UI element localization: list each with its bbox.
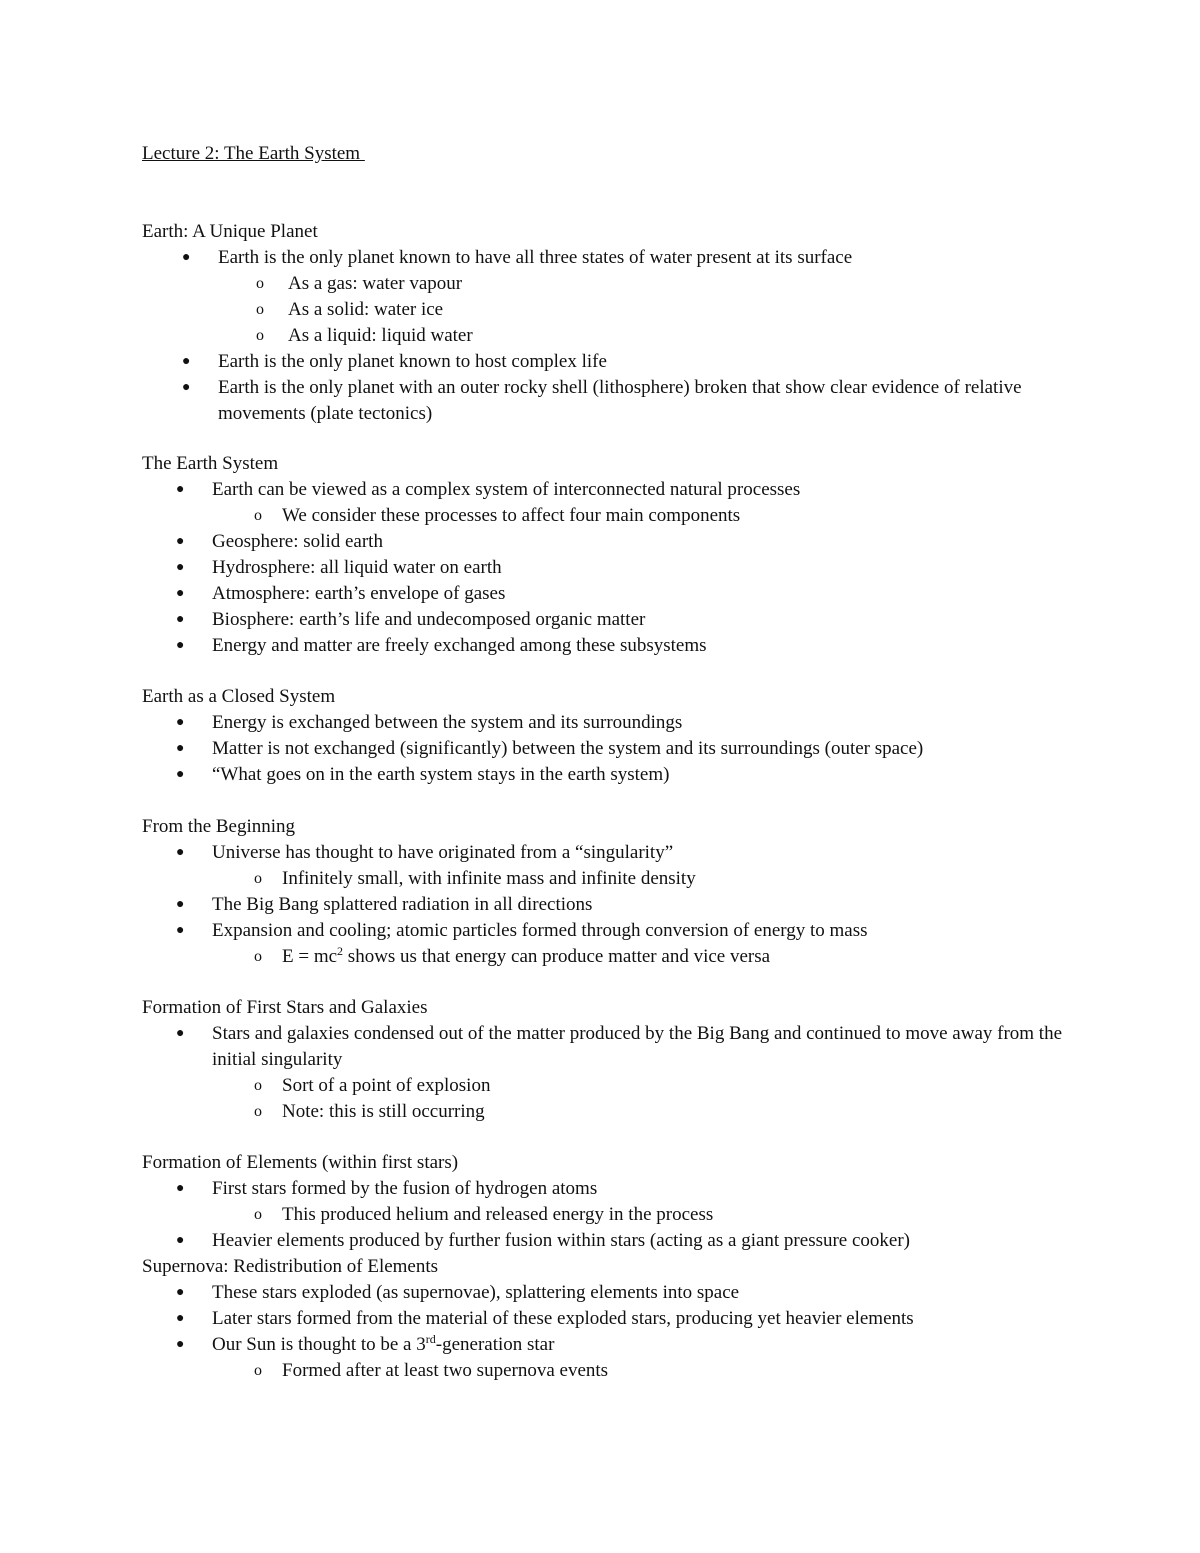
list-item-text: Atmosphere: earth’s envelope of gases — [212, 583, 506, 604]
list-item — [142, 1332, 1140, 1358]
list-item-text: Stars and galaxies condensed out of the matter produced by the Big Bang and continued to move away from the initial singularity — [212, 1023, 1063, 1070]
section-formation-of-elements — [142, 1150, 1140, 1384]
list-item — [142, 375, 1140, 427]
list-item-text: Infinitely small, with infinite mass and infinite density — [282, 868, 696, 889]
list-item — [142, 1306, 1140, 1332]
sub-bullet-icon: o — [254, 1103, 262, 1120]
bullet-icon: ● — [176, 845, 185, 860]
bullet-list — [142, 1021, 1140, 1125]
list-item — [142, 1021, 1140, 1073]
list-item-text: -generation star — [435, 1334, 555, 1355]
sub-list-item — [142, 1202, 1140, 1228]
list-item — [142, 245, 1140, 271]
sub-list-item — [142, 944, 1140, 970]
section-heading: Earth as a Closed System — [142, 686, 336, 707]
bullet-icon: ● — [182, 380, 191, 395]
sub-bullet-icon: o — [254, 507, 262, 524]
bullet-icon: ● — [176, 1311, 185, 1326]
list-item-text: Earth is the only planet with an outer rocky shell (lithosphere) broken that show clear evidence of relative movements (plate tectonics) — [218, 377, 1022, 424]
sub-list-item — [142, 1099, 1140, 1125]
bullet-icon: ● — [182, 250, 191, 265]
section-from-the-beginning — [142, 814, 1140, 970]
list-item-text: Geosphere: solid earth — [212, 531, 383, 552]
list-item-text: These stars exploded (as supernovae), splattering elements into space — [212, 1282, 740, 1303]
list-item — [142, 1228, 1140, 1254]
list-item — [142, 529, 1140, 555]
list-item-text: Earth is the only planet known to have all three states of water present at its surface — [218, 247, 853, 268]
bullet-icon: ● — [176, 923, 185, 938]
bullet-icon: ● — [176, 741, 185, 756]
sub-bullet-icon: o — [254, 870, 262, 887]
list-item-text: Energy and matter are freely exchanged among these subsystems — [212, 635, 707, 656]
section-heading: Formation of First Stars and Galaxies — [142, 997, 428, 1018]
list-item-text: Our Sun is thought to be a 3 — [212, 1334, 426, 1355]
sub-bullet-icon: o — [254, 948, 262, 965]
list-item-text: Biosphere: earth’s life and undecomposed organic matter — [212, 609, 646, 630]
bullet-list — [142, 245, 1140, 427]
list-item — [142, 710, 1140, 736]
list-item-text: Note: this is still occurring — [282, 1101, 485, 1122]
list-item — [142, 736, 1140, 762]
bullet-list — [142, 840, 1140, 970]
bullet-list — [142, 477, 1140, 659]
superscript: 2 — [337, 944, 344, 958]
list-item-text: We consider these processes to affect four main components — [282, 505, 741, 526]
list-item-text: Universe has thought to have originated from a “singularity” — [212, 842, 674, 863]
bullet-icon: ● — [176, 767, 185, 782]
bullet-list — [142, 1176, 1140, 1254]
list-item — [142, 633, 1140, 659]
sub-list-item — [142, 323, 1140, 349]
list-item-text: The Big Bang splattered radiation in all directions — [212, 894, 593, 915]
bullet-icon: ● — [176, 586, 185, 601]
list-item — [142, 477, 1140, 503]
list-item — [142, 349, 1140, 375]
bullet-icon: ● — [176, 715, 185, 730]
bullet-list — [142, 1280, 1140, 1384]
list-item — [142, 555, 1140, 581]
sub-bullet-icon: o — [254, 1206, 262, 1223]
sub-list-item — [142, 1358, 1140, 1384]
sub-list-item — [142, 1073, 1140, 1099]
equation-text: E = mc — [282, 946, 338, 967]
list-item-text: Matter is not exchanged (significantly) between the system and its surroundings (outer space) — [212, 738, 924, 759]
sub-bullet-icon: o — [256, 327, 264, 344]
section-closed-system — [142, 684, 1140, 788]
list-item-text: Later stars formed from the material of these exploded stars, producing yet heavier elements — [212, 1308, 914, 1329]
sub-list-item — [142, 866, 1140, 892]
section-first-stars — [142, 995, 1140, 1125]
bullet-icon: ● — [176, 612, 185, 627]
list-item — [142, 918, 1140, 944]
list-item — [142, 1280, 1140, 1306]
list-item-text: Sort of a point of explosion — [282, 1075, 491, 1096]
list-item-text: Earth is the only planet known to host complex life — [218, 351, 607, 372]
bullet-icon: ● — [176, 560, 185, 575]
list-item — [142, 607, 1140, 633]
superscript: rd — [425, 1332, 436, 1346]
section-unique-planet — [142, 219, 1140, 427]
sub-list-item — [142, 297, 1140, 323]
list-item — [142, 762, 1140, 788]
list-item-text: As a liquid: liquid water — [288, 325, 473, 346]
sub-list-item — [142, 503, 1140, 529]
document-title: Lecture 2: The Earth System — [142, 143, 365, 164]
list-item-text: First stars formed by the fusion of hydrogen atoms — [212, 1178, 598, 1199]
list-item-text: “What goes on in the earth system stays in the earth system) — [212, 764, 670, 785]
list-item-text: Expansion and cooling; atomic particles formed through conversion of energy to mass — [212, 920, 868, 941]
section-heading: Earth: A Unique Planet — [142, 221, 318, 242]
bullet-icon: ● — [176, 638, 185, 653]
list-item-text: Formed after at least two supernova events — [282, 1360, 609, 1381]
bullet-icon: ● — [176, 1181, 185, 1196]
list-item-text: Heavier elements produced by further fusion within stars (acting as a giant pressure cooker) — [212, 1230, 911, 1251]
section-heading: Formation of Elements (within first stars) — [142, 1152, 459, 1173]
list-item-text: Earth can be viewed as a complex system of interconnected natural processes — [212, 479, 801, 500]
bullet-list — [142, 710, 1140, 788]
list-item — [142, 1176, 1140, 1202]
bullet-icon: ● — [176, 534, 185, 549]
sub-bullet-icon: o — [254, 1077, 262, 1094]
bullet-icon: ● — [182, 354, 191, 369]
list-item-text: As a gas: water vapour — [288, 273, 463, 294]
sub-bullet-icon: o — [256, 301, 264, 318]
bullet-icon: ● — [176, 1233, 185, 1248]
section-heading: From the Beginning — [142, 816, 296, 837]
section-heading: The Earth System — [142, 453, 279, 474]
bullet-icon: ● — [176, 897, 185, 912]
sub-list-item — [142, 271, 1140, 297]
bullet-icon: ● — [176, 482, 185, 497]
list-item-text: As a solid: water ice — [288, 299, 444, 320]
list-item-text: Energy is exchanged between the system and its surroundings — [212, 712, 683, 733]
bullet-icon: ● — [176, 1026, 185, 1041]
sub-bullet-icon: o — [256, 275, 264, 292]
sub-bullet-icon: o — [254, 1362, 262, 1379]
section-heading-supernova: Supernova: Redistribution of Elements — [142, 1256, 439, 1277]
list-item — [142, 840, 1140, 866]
list-item — [142, 581, 1140, 607]
bullet-icon: ● — [176, 1285, 185, 1300]
list-item-text: shows us that energy can produce matter and vice versa — [343, 946, 771, 967]
section-earth-system — [142, 451, 1140, 659]
list-item-text: This produced helium and released energy in the process — [282, 1204, 714, 1225]
list-item-text: Hydrosphere: all liquid water on earth — [212, 557, 502, 578]
bullet-icon: ● — [176, 1337, 185, 1352]
list-item — [142, 892, 1140, 918]
